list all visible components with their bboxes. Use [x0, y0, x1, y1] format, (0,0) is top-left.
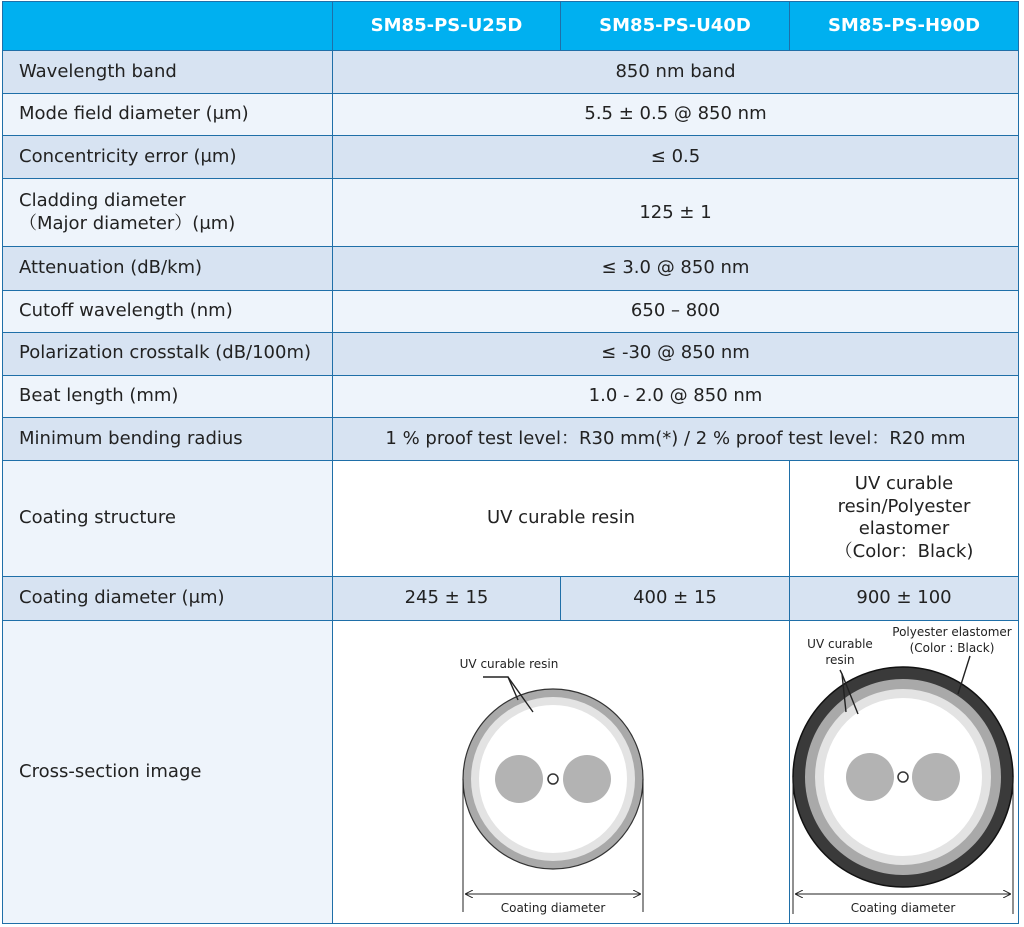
row-label: Attenuation (dB/km)	[3, 247, 333, 290]
row-mode-field-diameter	[3, 94, 1019, 136]
stress-rod-left	[846, 753, 894, 801]
coating-line2: resin/Polyester	[837, 495, 971, 517]
header-model3: SM85-PS-H90D	[790, 2, 1019, 51]
cross-section-u25d-u40d	[333, 621, 790, 924]
row-label: Coating diameter (μm)	[3, 577, 333, 621]
row-polarization-crosstalk	[3, 332, 1019, 375]
core	[548, 774, 558, 784]
cross-section-h90d	[790, 621, 1019, 924]
spec-table	[2, 1, 1019, 924]
elastomer-label-line1: Polyester elastomer	[892, 625, 1012, 640]
row-label: Minimum bending radius	[3, 417, 333, 460]
row-value-h90d: 900 ± 100	[790, 577, 1019, 621]
row-value: 650 – 800	[333, 290, 1019, 332]
coating-diameter-label: Coating diameter	[500, 901, 606, 916]
row-label	[3, 179, 333, 247]
row-coating-diameter	[3, 577, 1019, 621]
row-label: Coating structure	[3, 460, 333, 576]
uv-resin-label-line1: UV curable	[807, 637, 873, 652]
stress-rod-right	[563, 755, 611, 803]
coating-line1: UV curable	[854, 473, 954, 495]
row-cutoff-wavelength	[3, 290, 1019, 332]
row-cross-section	[3, 621, 1019, 924]
row-label-line1: Cladding diameter	[19, 190, 186, 212]
coating-line3: elastomer	[858, 518, 950, 540]
row-value: 1.0 - 2.0 @ 850 nm	[333, 375, 1019, 417]
row-beat-length	[3, 375, 1019, 417]
leader-line	[483, 677, 518, 700]
row-value-u40d: 400 ± 15	[561, 577, 790, 621]
row-coating-structure	[3, 460, 1019, 576]
row-label: Beat length (mm)	[3, 375, 333, 417]
stress-rod-right	[912, 753, 960, 801]
row-label: Cutoff wavelength (nm)	[3, 290, 333, 332]
header-row	[3, 2, 1019, 51]
row-label-line2: （Major diameter）(μm)	[19, 212, 236, 234]
coating-diameter-label: Coating diameter	[850, 901, 956, 916]
row-value-u25d: 245 ± 15	[333, 577, 561, 621]
row-attenuation	[3, 247, 1019, 290]
uv-resin-label: UV curable resin	[459, 657, 559, 672]
row-value: 1 % proof test level：R30 mm(*) / 2 % proof test level：R20 mm	[333, 417, 1019, 460]
elastomer-label-line2: (Color : Black)	[909, 641, 995, 656]
row-label: Cross-section image	[3, 621, 333, 924]
header-model1: SM85-PS-U25D	[333, 2, 561, 51]
row-value: ≤ 3.0 @ 850 nm	[333, 247, 1019, 290]
header-model2: SM85-PS-U40D	[561, 2, 790, 51]
header-corner	[3, 2, 333, 51]
row-value: 850 nm band	[333, 51, 1019, 94]
row-label: Concentricity error (μm)	[3, 136, 333, 179]
cross-section-diagram-elastomer	[790, 622, 1018, 922]
row-value-u25d-u40d: UV curable resin	[333, 460, 790, 576]
cross-section-diagram-uv	[333, 622, 789, 922]
stress-rod-left	[495, 755, 543, 803]
row-label: Mode field diameter (μm)	[3, 94, 333, 136]
row-value-h90d	[790, 460, 1019, 576]
row-value: 5.5 ± 0.5 @ 850 nm	[333, 94, 1019, 136]
row-minimum-bending-radius	[3, 417, 1019, 460]
row-concentricity-error	[3, 136, 1019, 179]
core	[898, 772, 908, 782]
row-label: Polarization crosstalk (dB/100m)	[3, 332, 333, 375]
row-label: Wavelength band	[3, 51, 333, 94]
row-value: ≤ -30 @ 850 nm	[333, 332, 1019, 375]
uv-resin-label-line2: resin	[825, 653, 855, 668]
row-value: ≤ 0.5	[333, 136, 1019, 179]
coating-line4: （Color：Black)	[834, 540, 974, 562]
row-cladding-diameter	[3, 179, 1019, 247]
row-wavelength-band	[3, 51, 1019, 94]
row-value: 125 ± 1	[333, 179, 1019, 247]
